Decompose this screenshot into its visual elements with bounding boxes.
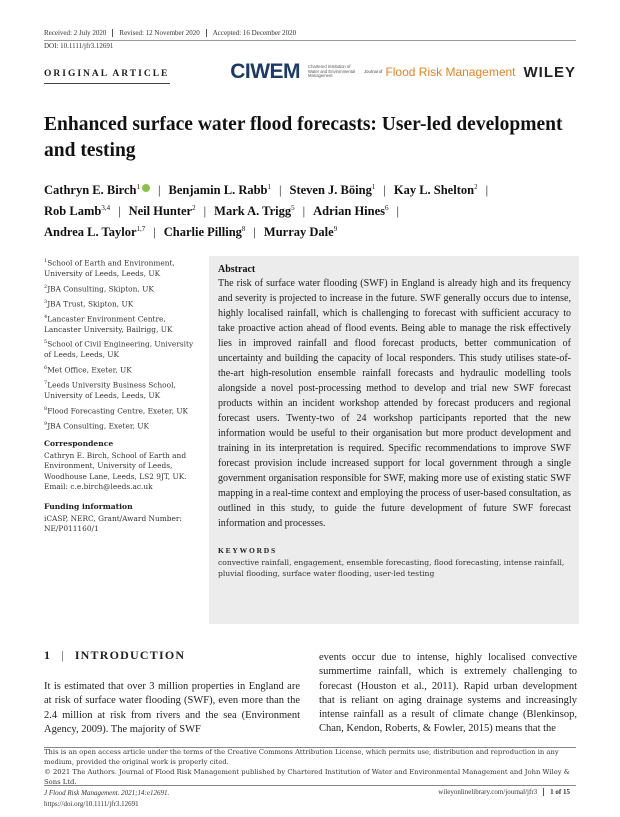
- ciwem-logo: CIWEM: [230, 60, 301, 83]
- section-divider: |: [61, 648, 65, 662]
- ciwem-logo-subtitle: Chartered Institution of Water and Environmental Management: [308, 63, 356, 79]
- article-type: ORIGINAL ARTICLE: [44, 69, 170, 79]
- author-name[interactable]: Andrea L. Taylor$^{1,7}$: [44, 224, 146, 239]
- author-list: [44, 180, 584, 243]
- author-separator: |: [485, 183, 489, 197]
- author-name[interactable]: Murray Dale$^9$: [263, 224, 338, 239]
- affiliation-item: $^7$Leeds University Business School, University of Leeds, Leeds, UK: [44, 380, 176, 401]
- copyright-text: © 2021 The Authors. Journal of Flood Risk Management published by Chartered Institution of Water and Environmental Management and John Wiley & Sons Ltd.: [44, 767, 570, 786]
- affiliation-item: $^4$Lancaster Environment Centre, Lancaster University, Bailrigg, UK: [44, 313, 173, 334]
- funding-text: iCASP, NERC, Grant/Award Number: NE/P011160/1: [44, 513, 182, 534]
- orcid-icon[interactable]: [142, 184, 150, 192]
- citation-text: J Flood Risk Management. 2021;14:e12691.: [44, 789, 170, 797]
- affiliation-item: $^9$JBA Consulting, Exeter, UK: [44, 420, 150, 431]
- author-separator: |: [153, 225, 156, 239]
- revised-date: Revised: 12 November 2020: [113, 29, 206, 37]
- article-dates: [44, 29, 302, 37]
- section-title: INTRODUCTION: [74, 648, 186, 662]
- author-separator: |: [253, 225, 256, 239]
- author-name[interactable]: Mark A. Trigg$^5$: [214, 203, 295, 218]
- affiliation-item: $^2$JBA Consulting, Skipton, UK: [44, 283, 154, 294]
- paper-title: Enhanced surface water flood forecasts: User-led development and testing: [44, 114, 563, 161]
- abstract-box: [209, 256, 579, 624]
- license-notice: [44, 748, 574, 787]
- footer-divider-bottom: [44, 785, 576, 786]
- author-name[interactable]: Cathryn E. Birch$^1$: [44, 183, 150, 197]
- author-separator: |: [279, 183, 282, 197]
- affiliation-item: $^6$Met Office, Exeter, UK: [44, 364, 132, 375]
- author-separator: |: [396, 204, 400, 218]
- footer-citation: [44, 788, 169, 809]
- journal-logo-title: Flood Risk Management: [385, 65, 516, 79]
- journal-logo: [364, 65, 515, 79]
- author-separator: |: [302, 204, 306, 218]
- affiliation-item: $^5$School of Civil Engineering, University of Leeds, Leeds, UK: [44, 339, 194, 360]
- affiliations-sidebar: [44, 258, 200, 535]
- section-heading: [44, 648, 185, 663]
- author-name[interactable]: Steven J. Böing$^1$: [289, 182, 376, 197]
- author-name[interactable]: Rob Lamb$^{3,4}$: [44, 203, 111, 218]
- article-doi[interactable]: DOI: 10.1111/jfr3.12691: [44, 42, 114, 50]
- journal-logo-prefix: Journal of: [364, 68, 383, 74]
- affiliation-item: $^3$JBA Trust, Skipton, UK: [44, 298, 134, 309]
- section-number: 1: [44, 648, 52, 662]
- footer-right: [432, 788, 576, 796]
- journal-url[interactable]: wileyonlinelibrary.com/journal/jfr3: [432, 788, 544, 796]
- body-text-left-column: It is estimated that over 3 million properties in England are at risk of surface water flooding (SWF), even more than the 2.4 million at risk from rivers and the sea (Environment Agency, 2009). The majority of SWF: [44, 681, 300, 735]
- body-text-right-column: events occur due to intense, highly localised convective summertime rainfall, which is extremely challenging to forecast (Houston et al., 2011). Rapid urban development that is reliant on aging drainage systems and increasingly intense rainfall as a result of climate change (Blenkinsop, Chan, Kendon, Roberts, & Fowler, 2015) means that the: [319, 652, 577, 735]
- author-separator: |: [383, 183, 386, 197]
- affiliation-item: $^8$Flood Forecasting Centre, Exeter, UK: [44, 405, 189, 416]
- affiliation-item: $^1$School of Earth and Environment, University of Leeds, Leeds, UK: [44, 258, 175, 279]
- accepted-date: Accepted: 16 December 2020: [212, 29, 297, 37]
- wiley-logo: WILEY: [523, 63, 576, 81]
- received-date: Received: 2 July 2020: [44, 29, 113, 37]
- abstract-text: The risk of surface water flooding (SWF) in England is already high and its frequency and severity is projected to increase in the future. SWF generally occurs due to intense, highly localised rainfall, which is challenging to forecast with sufficient accuracy to take proactive action ahead of flood events. Being able to manage the risk effectively lies in improved rainfall and flood forecast products, better communication of uncertainty and building the capacity of local responders. This study utilises state-of-the-art high-resolution ensemble rainfall forecasts and hydraulic modelling tools alongside a novel post-processing method to develop and trial new SWF forecast products within an incident workshop attended by forecast producers and regional forecast users. Twenty-two of 24 workshop participants reported that the new information would be useful to their organisation but more product development and training in its interpretation is required. Specific recommendations to improve SWF forecast provision include increased support for local government through a single government organisation responsible for SWF, making more use of existing static SWF mapping in a real-time context and employing the process of user-based consultation, as outlined in this study, to guide the future development of future SWF forecast information and processes.: [218, 278, 571, 529]
- author-separator: |: [118, 204, 121, 218]
- author-separator: |: [158, 183, 161, 197]
- keywords-heading: KEYWORDS: [218, 546, 277, 555]
- funding-heading: Funding information: [44, 501, 133, 511]
- author-separator: |: [203, 204, 207, 218]
- publisher-logos: [230, 60, 576, 84]
- author-name[interactable]: Charlie Pilling$^8$: [163, 224, 246, 239]
- doi-link[interactable]: https://doi.org/10.1111/jfr3.12691: [44, 799, 139, 808]
- page-number: 1 of 15: [550, 788, 570, 796]
- author-name[interactable]: Benjamin L. Rabb$^1$: [168, 182, 271, 197]
- article-type-underline: [44, 83, 170, 84]
- header-divider: [44, 40, 576, 41]
- author-name[interactable]: Kay L. Shelton$^2$: [393, 182, 478, 197]
- author-name[interactable]: Adrian Hines$^6$: [313, 203, 389, 218]
- author-name[interactable]: Neil Hunter$^2$: [128, 203, 196, 218]
- license-text: This is an open access article under the terms of the Creative Commons Attribution License, which permits use, distribution and reproduction in any medium, provided the original work is properly cited.: [44, 748, 559, 766]
- abstract-heading: Abstract: [218, 264, 256, 275]
- correspondence-heading: Correspondence: [44, 438, 114, 448]
- correspondence-text: Cathryn E. Birch, School of Earth and Environment, University of Leeds, Woodhouse Lane, Leeds, LS2 9JT, UK. Email: c.e.birch@leeds.ac.uk: [44, 450, 187, 492]
- keywords-text: convective rainfall, engagement, ensemble forecasting, flood forecasting, intense rainfall, pluvial flooding, surface water flooding, user-led testing: [218, 558, 565, 579]
